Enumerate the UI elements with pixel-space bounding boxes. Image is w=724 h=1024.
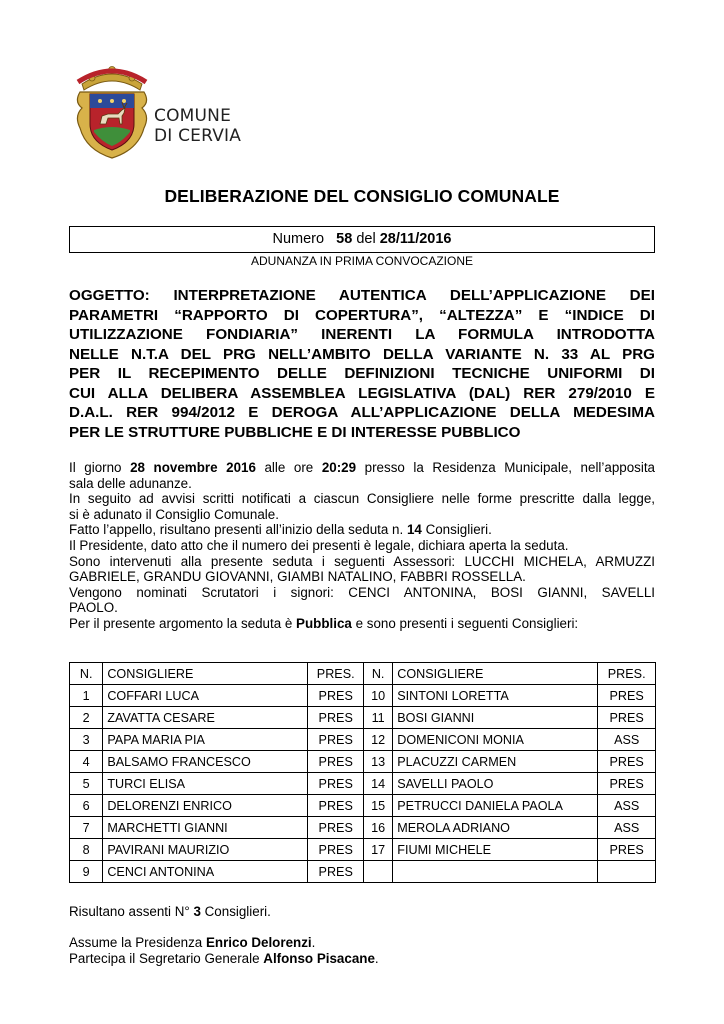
document-title: DELIBERAZIONE DEL CONSIGLIO COMUNALE xyxy=(164,186,560,206)
oggetto-line: NELLE N.T.A DEL PRG NELL’AMBITO DELLA VARIANTE N. 33 AL PRG xyxy=(69,345,655,363)
table-row xyxy=(70,707,656,729)
presence-status: PRES xyxy=(308,773,364,795)
consiglieri-table xyxy=(69,662,656,883)
presidenza-line xyxy=(69,935,379,951)
table-row xyxy=(70,839,656,861)
paragraph-date xyxy=(69,460,655,476)
text: . xyxy=(374,951,379,966)
paragraph-scrutatori: Vengono nominati Scrutatori i signori: CENCI ANTONINA, BOSI GIANNI, SAVELLI xyxy=(69,584,655,600)
consigliere-name: SINTONI LORETTA xyxy=(393,685,598,707)
paragraph-appello xyxy=(69,522,655,538)
text: Fatto l’appello, risultano presenti all’inizio della seduta n. xyxy=(69,522,407,538)
numero-del: del xyxy=(356,231,376,247)
row-number: 6 xyxy=(70,795,103,817)
consigliere-name: TURCI ELISA xyxy=(103,773,308,795)
table-row xyxy=(70,729,656,751)
comune-name xyxy=(154,106,241,146)
numero-label: Numero xyxy=(272,231,325,247)
paragraph-assessori: Sono intervenuti alla presente seduta i seguenti Assessori: LUCCHI MICHELA, ARMUZZI xyxy=(69,553,655,569)
paragraph-scrutatori-end: PAOLO. xyxy=(69,600,118,616)
consigliere-name: PLACUZZI CARMEN xyxy=(393,751,598,773)
row-number: 13 xyxy=(363,751,392,773)
body-text xyxy=(69,460,655,632)
presence-status: PRES xyxy=(308,685,364,707)
consigliere-name: CENCI ANTONINA xyxy=(103,861,308,883)
text: e sono presenti i seguenti Consiglieri: xyxy=(351,615,579,631)
table-row xyxy=(70,773,656,795)
header-n: N. xyxy=(363,663,392,685)
consigliere-name: COFFARI LUCA xyxy=(103,685,308,707)
header-pres: PRES. xyxy=(598,663,656,685)
presence-status: PRES xyxy=(598,839,656,861)
row-number xyxy=(363,861,392,883)
consigliere-name: MEROLA ADRIANO xyxy=(393,817,598,839)
assenti-line xyxy=(69,904,271,919)
consigliere-name: MARCHETTI GIANNI xyxy=(103,817,308,839)
session-date: 28 novembre 2016 xyxy=(130,460,256,475)
consigliere-name: PAPA MARIA PIA xyxy=(103,729,308,751)
table-row xyxy=(70,795,656,817)
presence-status xyxy=(598,861,656,883)
row-number: 5 xyxy=(70,773,103,795)
table-body xyxy=(70,685,656,883)
segretario-line xyxy=(69,951,379,967)
header-pres: PRES. xyxy=(308,663,364,685)
row-number: 9 xyxy=(70,861,103,883)
presence-status: PRES xyxy=(598,751,656,773)
row-number: 11 xyxy=(363,707,392,729)
table-row xyxy=(70,685,656,707)
president-name: Enrico Delorenzi xyxy=(205,935,312,950)
consigliere-name: SAVELLI PAOLO xyxy=(393,773,598,795)
row-number: 17 xyxy=(363,839,392,861)
row-number: 16 xyxy=(363,817,392,839)
numero-date: 28/11/2016 xyxy=(379,231,452,247)
text: Il giorno xyxy=(69,460,131,475)
text: alle ore xyxy=(255,460,322,475)
row-number: 8 xyxy=(70,839,103,861)
paragraph-presidente: Il Presidente, dato atto che il numero dei presenti è legale, dichiara aperta la seduta. xyxy=(69,537,569,553)
row-number: 14 xyxy=(363,773,392,795)
row-number: 1 xyxy=(70,685,103,707)
presence-status: PRES xyxy=(308,707,364,729)
presence-status: PRES xyxy=(308,729,364,751)
present-count: 14 xyxy=(406,522,422,538)
paragraph-avvisi: In seguito ad avvisi scritti notificati a ciascun Consigliere nelle forme prescritte dalla legge, xyxy=(69,491,655,507)
text: Partecipa il Segretario Generale xyxy=(69,951,264,966)
row-number: 2 xyxy=(70,707,103,729)
paragraph-assessori-end: GABRIELE, GRANDU GIOVANNI, GIAMBI NATALINO, FABBRI ROSSELLA. xyxy=(69,569,526,585)
numero-value: 58 xyxy=(336,231,353,247)
header-consigliere: CONSIGLIERE xyxy=(393,663,598,685)
comune-line1: COMUNE xyxy=(154,106,232,126)
consigliere-name: BOSI GIANNI xyxy=(393,707,598,729)
adunanza-label: ADUNANZA IN PRIMA CONVOCAZIONE xyxy=(250,254,474,268)
presence-status: ASS xyxy=(598,795,656,817)
text: presso la Residenza Municipale, nell’apposita xyxy=(356,460,656,475)
presence-status: ASS xyxy=(598,817,656,839)
row-number: 3 xyxy=(70,729,103,751)
presence-status: PRES xyxy=(598,685,656,707)
header-n: N. xyxy=(70,663,103,685)
consigliere-name: FIUMI MICHELE xyxy=(393,839,598,861)
consigliere-name: PETRUCCI DANIELA PAOLA xyxy=(393,795,598,817)
text: Risultano assenti N° xyxy=(69,904,194,919)
comune-logo xyxy=(72,58,252,168)
text: . xyxy=(311,935,316,950)
row-number: 15 xyxy=(363,795,392,817)
consigliere-name: BALSAMO FRANCESCO xyxy=(103,751,308,773)
presence-status: PRES xyxy=(598,707,656,729)
paragraph-date-end: sala delle adunanze. xyxy=(69,475,192,491)
row-number: 4 xyxy=(70,751,103,773)
coat-of-arms-icon xyxy=(72,58,152,162)
table-row xyxy=(70,817,656,839)
oggetto-line: PARAMETRI “RAPPORTO DI COPERTURA”, “ALTEZZA” E “INDICE DI xyxy=(69,306,655,324)
consigliere-name xyxy=(393,861,598,883)
secretary-name: Alfonso Pisacane xyxy=(263,951,375,966)
paragraph-avvisi-end: si è adunato il Consiglio Comunale. xyxy=(69,506,279,522)
paragraph-argomento xyxy=(69,616,655,632)
oggetto-line: OGGETTO: INTERPRETAZIONE AUTENTICA DELL’APPLICAZIONE DEI xyxy=(69,287,655,304)
row-number: 12 xyxy=(363,729,392,751)
row-number: 7 xyxy=(70,817,103,839)
consigliere-name: DELORENZI ENRICO xyxy=(103,795,308,817)
presence-status: PRES xyxy=(308,817,364,839)
absent-count: 3 xyxy=(193,904,201,919)
text: Per il presente argomento la seduta è xyxy=(69,615,297,631)
oggetto-line: PER IL RECEPIMENTO DELLE DEFINIZIONI TECNICHE UNIFORMI DI xyxy=(69,365,655,382)
session-time: 20:29 xyxy=(321,460,357,475)
presence-status: PRES xyxy=(308,861,364,883)
presence-status: ASS xyxy=(598,729,656,751)
presence-status: PRES xyxy=(308,751,364,773)
row-number: 10 xyxy=(363,685,392,707)
text: Consiglieri. xyxy=(421,522,492,538)
comune-line2: DI CERVIA xyxy=(154,126,242,146)
presence-status: PRES xyxy=(598,773,656,795)
table-row xyxy=(70,861,656,883)
consigliere-name: ZAVATTA CESARE xyxy=(103,707,308,729)
text: Assume la Presidenza xyxy=(69,935,206,950)
consigliere-name: PAVIRANI MAURIZIO xyxy=(103,839,308,861)
oggetto-line: UTILIZZAZIONE FONDIARIA” INERENTI LA FORMULA INTRODOTTA xyxy=(69,326,655,343)
oggetto-block xyxy=(69,286,655,442)
numero-box xyxy=(69,226,655,253)
oggetto-line: D.A.L. RER 994/2012 E DEROGA ALL’APPLICAZIONE DELLA MEDESIMA xyxy=(69,404,655,421)
oggetto-line: CUI ALLA DELIBERA ASSEMBLEA LEGISLATIVA (DAL) RER 279/2010 E xyxy=(69,384,655,402)
table-header-row xyxy=(70,663,656,685)
presence-status: PRES xyxy=(308,839,364,861)
table-row xyxy=(70,751,656,773)
presence-status: PRES xyxy=(308,795,364,817)
oggetto-line: PER LE STRUTTURE PUBBLICHE E DI INTERESSE PUBBLICO xyxy=(69,423,521,441)
header-consigliere: CONSIGLIERE xyxy=(103,663,308,685)
presidenza-block xyxy=(69,935,379,967)
consigliere-name: DOMENICONI MONIA xyxy=(393,729,598,751)
text: Consiglieri. xyxy=(200,904,271,919)
session-type: Pubblica xyxy=(296,615,352,631)
